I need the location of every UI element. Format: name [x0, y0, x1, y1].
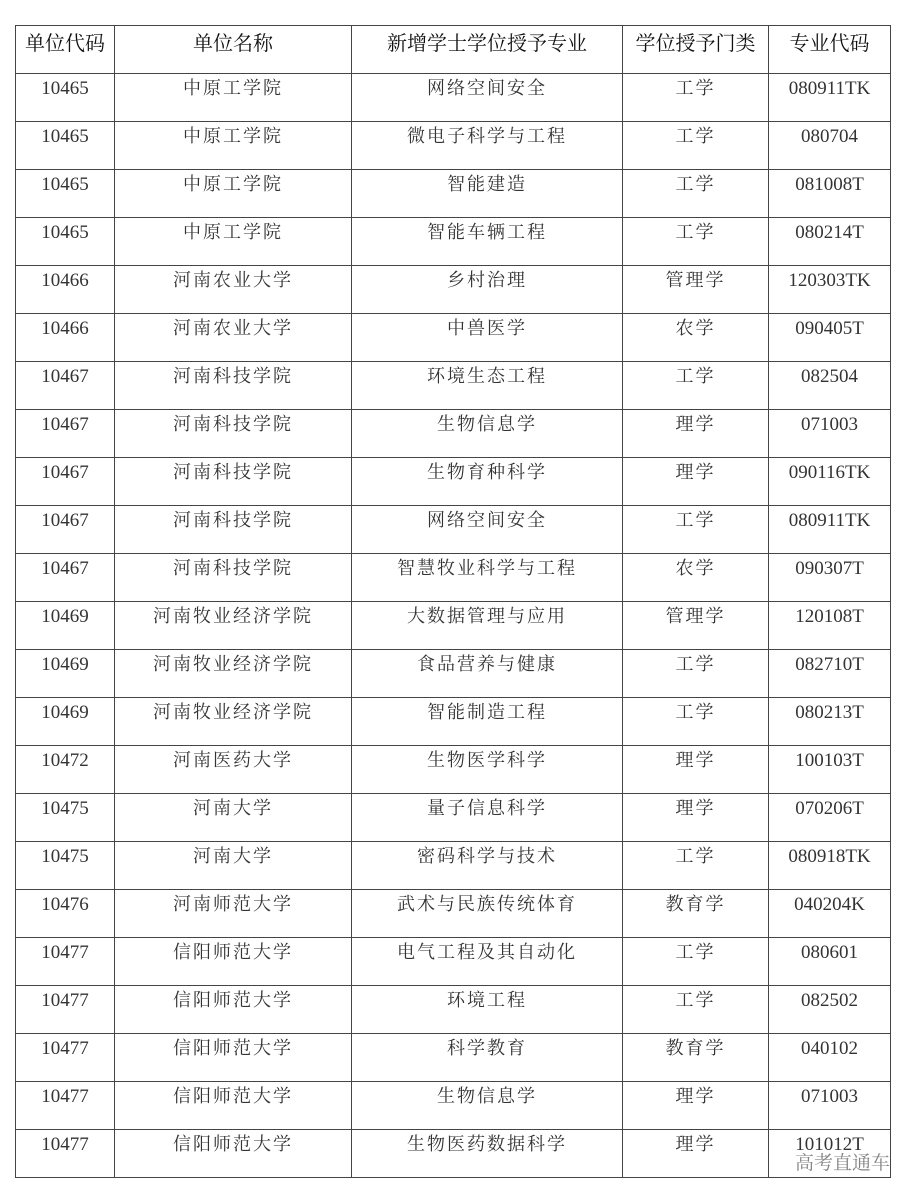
cell-major-code: 082502: [769, 986, 891, 1034]
cell-major: 食品营养与健康: [352, 650, 623, 698]
cell-degree-category: 工学: [623, 842, 769, 890]
cell-unit-code: 10466: [16, 314, 115, 362]
table-row: [16, 1034, 891, 1082]
cell-degree-category: 管理学: [623, 266, 769, 314]
cell-unit-code: 10476: [16, 890, 115, 938]
cell-unit-code: 10477: [16, 1034, 115, 1082]
cell-major-code: 100103T: [769, 746, 891, 794]
cell-unit-code: 10469: [16, 650, 115, 698]
cell-degree-category: 工学: [623, 170, 769, 218]
cell-major-code: 080704: [769, 122, 891, 170]
cell-unit-name: 河南医药大学: [115, 746, 352, 794]
cell-major: 网络空间安全: [352, 74, 623, 122]
cell-degree-category: 理学: [623, 746, 769, 794]
header-unit-code: 单位代码: [16, 26, 115, 74]
cell-degree-category: 工学: [623, 506, 769, 554]
cell-major-code: 090307T: [769, 554, 891, 602]
cell-major: 电气工程及其自动化: [352, 938, 623, 986]
cell-unit-name: 河南牧业经济学院: [115, 602, 352, 650]
cell-unit-code: 10465: [16, 122, 115, 170]
table-row: [16, 122, 891, 170]
cell-degree-category: 农学: [623, 314, 769, 362]
header-unit-name: 单位名称: [115, 26, 352, 74]
cell-degree-category: 理学: [623, 794, 769, 842]
cell-unit-code: 10467: [16, 506, 115, 554]
cell-unit-name: 中原工学院: [115, 218, 352, 266]
cell-major-code: 082504: [769, 362, 891, 410]
cell-degree-category: 理学: [623, 1082, 769, 1130]
table-row: [16, 890, 891, 938]
table-row: [16, 938, 891, 986]
cell-unit-name: 信阳师范大学: [115, 938, 352, 986]
cell-degree-category: 教育学: [623, 1034, 769, 1082]
cell-major-code: 080918TK: [769, 842, 891, 890]
cell-unit-code: 10475: [16, 794, 115, 842]
cell-unit-name: 河南科技学院: [115, 506, 352, 554]
table-row: [16, 602, 891, 650]
table-row: [16, 74, 891, 122]
cell-unit-code: 10467: [16, 362, 115, 410]
cell-major: 智能建造: [352, 170, 623, 218]
cell-unit-code: 10465: [16, 74, 115, 122]
cell-unit-code: 10465: [16, 170, 115, 218]
cell-degree-category: 工学: [623, 986, 769, 1034]
cell-major: 生物信息学: [352, 410, 623, 458]
cell-major: 智能车辆工程: [352, 218, 623, 266]
cell-major-code: 080214T: [769, 218, 891, 266]
watermark-text: 高考直通车: [794, 1152, 890, 1174]
cell-unit-code: 10477: [16, 1082, 115, 1130]
cell-unit-name: 河南科技学院: [115, 554, 352, 602]
cell-major: 环境生态工程: [352, 362, 623, 410]
cell-major: 武术与民族传统体育: [352, 890, 623, 938]
table-row: [16, 1082, 891, 1130]
table-row: [16, 554, 891, 602]
cell-major-code: 071003: [769, 410, 891, 458]
cell-degree-category: 工学: [623, 74, 769, 122]
table-header-row: [16, 26, 891, 74]
table-row: [16, 842, 891, 890]
cell-major: 生物医学科学: [352, 746, 623, 794]
cell-major: 微电子科学与工程: [352, 122, 623, 170]
cell-major: 科学教育: [352, 1034, 623, 1082]
cell-degree-category: 理学: [623, 410, 769, 458]
cell-major: 密码科学与技术: [352, 842, 623, 890]
table-row: [16, 506, 891, 554]
table-row: [16, 650, 891, 698]
cell-unit-code: 10469: [16, 698, 115, 746]
cell-unit-code: 10477: [16, 1130, 115, 1178]
degree-majors-table-container: [15, 25, 891, 1178]
cell-major-code: 120108T: [769, 602, 891, 650]
cell-unit-name: 信阳师范大学: [115, 1082, 352, 1130]
cell-unit-name: 河南大学: [115, 842, 352, 890]
table-row: [16, 218, 891, 266]
cell-unit-name: 河南农业大学: [115, 314, 352, 362]
cell-degree-category: 工学: [623, 362, 769, 410]
cell-unit-name: 河南牧业经济学院: [115, 698, 352, 746]
cell-unit-code: 10477: [16, 986, 115, 1034]
cell-major-code: 080213T: [769, 698, 891, 746]
table-row: [16, 362, 891, 410]
table-row: [16, 458, 891, 506]
table-row: [16, 746, 891, 794]
table-row: [16, 410, 891, 458]
cell-major-code: 101012T: [769, 1130, 891, 1178]
cell-major: 量子信息科学: [352, 794, 623, 842]
cell-major: 生物育种科学: [352, 458, 623, 506]
cell-unit-code: 10469: [16, 602, 115, 650]
cell-major: 网络空间安全: [352, 506, 623, 554]
cell-major: 大数据管理与应用: [352, 602, 623, 650]
cell-unit-code: 10472: [16, 746, 115, 794]
table-row: [16, 266, 891, 314]
cell-unit-name: 中原工学院: [115, 122, 352, 170]
cell-major-code: 082710T: [769, 650, 891, 698]
table-row: [16, 1130, 891, 1178]
cell-major: 生物医药数据科学: [352, 1130, 623, 1178]
cell-major: 生物信息学: [352, 1082, 623, 1130]
cell-unit-name: 河南大学: [115, 794, 352, 842]
cell-degree-category: 理学: [623, 458, 769, 506]
cell-major: 乡村治理: [352, 266, 623, 314]
cell-unit-code: 10477: [16, 938, 115, 986]
cell-major: 智能制造工程: [352, 698, 623, 746]
cell-unit-code: 10475: [16, 842, 115, 890]
cell-degree-category: 工学: [623, 698, 769, 746]
cell-unit-name: 河南牧业经济学院: [115, 650, 352, 698]
cell-major-code: 080601: [769, 938, 891, 986]
cell-unit-name: 河南科技学院: [115, 410, 352, 458]
cell-unit-code: 10467: [16, 554, 115, 602]
cell-major-code: 081008T: [769, 170, 891, 218]
cell-unit-name: 信阳师范大学: [115, 1034, 352, 1082]
cell-unit-name: 中原工学院: [115, 170, 352, 218]
cell-degree-category: 农学: [623, 554, 769, 602]
cell-degree-category: 工学: [623, 938, 769, 986]
cell-degree-category: 工学: [623, 650, 769, 698]
cell-unit-name: 信阳师范大学: [115, 986, 352, 1034]
cell-unit-name: 河南农业大学: [115, 266, 352, 314]
cell-unit-name: 河南科技学院: [115, 362, 352, 410]
cell-major-code: 090116TK: [769, 458, 891, 506]
cell-unit-code: 10465: [16, 218, 115, 266]
cell-unit-name: 中原工学院: [115, 74, 352, 122]
cell-degree-category: 理学: [623, 1130, 769, 1178]
table-row: [16, 170, 891, 218]
table-row: [16, 986, 891, 1034]
degree-majors-table: [15, 25, 891, 1178]
cell-major-code: 080911TK: [769, 506, 891, 554]
cell-major: 环境工程: [352, 986, 623, 1034]
cell-unit-code: 10466: [16, 266, 115, 314]
cell-major-code: 040204K: [769, 890, 891, 938]
cell-major-code: 070206T: [769, 794, 891, 842]
table-body: [16, 74, 891, 1178]
cell-degree-category: 管理学: [623, 602, 769, 650]
cell-unit-code: 10467: [16, 458, 115, 506]
cell-unit-name: 河南科技学院: [115, 458, 352, 506]
cell-major: 智慧牧业科学与工程: [352, 554, 623, 602]
cell-major: 中兽医学: [352, 314, 623, 362]
table-row: [16, 794, 891, 842]
table-row: [16, 698, 891, 746]
header-major-code: 专业代码: [769, 26, 891, 74]
header-new-major: 新增学士学位授予专业: [352, 26, 623, 74]
cell-degree-category: 教育学: [623, 890, 769, 938]
cell-major-code: 071003: [769, 1082, 891, 1130]
header-degree-category: 学位授予门类: [623, 26, 769, 74]
cell-major-code: 120303TK: [769, 266, 891, 314]
cell-degree-category: 工学: [623, 122, 769, 170]
cell-unit-name: 河南师范大学: [115, 890, 352, 938]
cell-unit-name: 信阳师范大学: [115, 1130, 352, 1178]
cell-unit-code: 10467: [16, 410, 115, 458]
cell-major-code: 040102: [769, 1034, 891, 1082]
cell-degree-category: 工学: [623, 218, 769, 266]
cell-major-code: 090405T: [769, 314, 891, 362]
cell-major-code: 080911TK: [769, 74, 891, 122]
table-row: [16, 314, 891, 362]
